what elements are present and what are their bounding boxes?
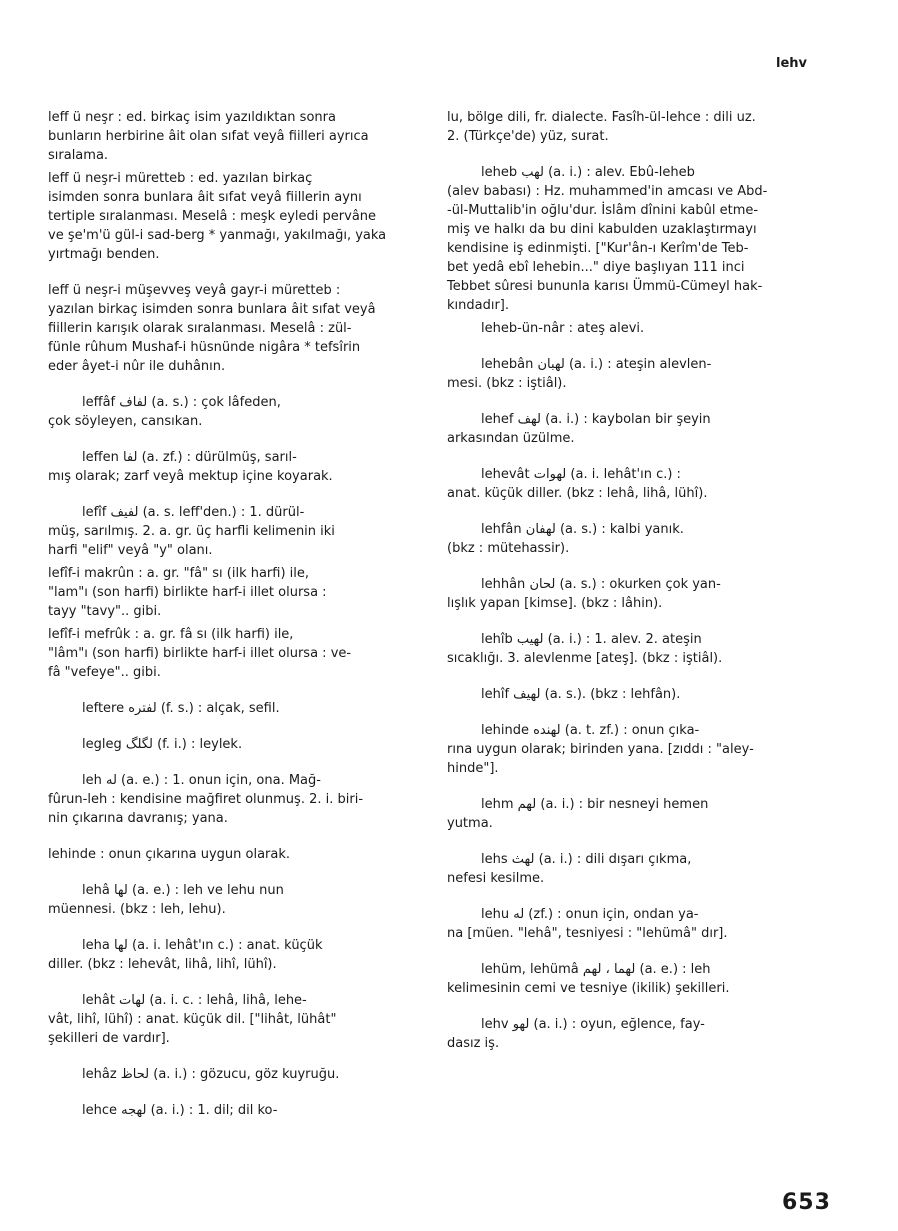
dictionary-entry [48, 1065, 422, 1084]
entry-line: lehce لهجه (a. i.) : 1. dil; dil ko- [82, 1103, 278, 1118]
entry-line: fâ "vefeye".. gibi. [48, 665, 161, 680]
dictionary-entry [447, 410, 825, 448]
entry-line: hinde"]. [447, 761, 499, 776]
entry-line: leff ü neşr-i müretteb : ed. yazılan birkaç [48, 171, 313, 186]
entry-line: lehâz لحاظ (a. i.) : gözucu, göz kuyruğu. [82, 1067, 340, 1082]
entry-line: nin çıkarına davranış; yana. [48, 811, 228, 826]
entry-line: bet yedâ ebî lehebin..." diye başlıyan 111 inci [447, 260, 745, 275]
entry-line: lehfân لهفان (a. s.) : kalbi yanık. [481, 522, 684, 537]
entry-line: lehv لهو (a. i.) : oyun, eğlence, fay- [481, 1017, 705, 1032]
dictionary-entry [48, 393, 422, 431]
entry-line: leha لها (a. i. lehât'ın c.) : anat. küçük [82, 938, 323, 953]
entry-line: rına uygun olarak; birinden yana. [zıddı : "aley- [447, 742, 754, 757]
entry-line: eder âyet-i nûr ile duhânın. [48, 359, 226, 374]
entry-line: lehevât لهوات (a. i. lehât'ın c.) : [481, 467, 681, 482]
dictionary-entry [48, 845, 422, 864]
entry-line: na [müen. "lehâ", tesniyesi : "lehümâ" dır]. [447, 926, 728, 941]
right-column [447, 108, 825, 1070]
entry-line: müş, sarılmış. 2. a. gr. üç harfli kelimenin iki [48, 524, 335, 539]
entry-line: leheb-ün-nâr : ateş alevi. [481, 321, 645, 336]
entry-line: dasız iş. [447, 1036, 500, 1051]
entry-line: lehs لهث (a. i.) : dili dışarı çıkma, [481, 852, 692, 867]
entry-line: lehm لهم (a. i.) : bir nesneyi hemen [481, 797, 709, 812]
dictionary-entry [48, 936, 422, 974]
dictionary-entry [48, 771, 422, 828]
entry-line: lehâ لها (a. e.) : leh ve lehu nun [82, 883, 284, 898]
entry-line: leff ü neşr : ed. birkaç isim yazıldıktan sonra [48, 110, 336, 125]
entry-line: lehhân لحان (a. s.) : okurken çok yan- [481, 577, 721, 592]
entry-line: yırtmağı benden. [48, 247, 160, 262]
entry-line: lehinde : onun çıkarına uygun olarak. [48, 847, 291, 862]
entry-line: müennesi. (bkz : leh, lehu). [48, 902, 226, 917]
entry-line: fûrun-leh : kendisine mağfiret olunmuş. 2. i. biri- [48, 792, 364, 807]
entry-line: sıcaklığı. 3. alevlenme [ateş]. (bkz : iştiâl). [447, 651, 723, 666]
dictionary-entry [48, 625, 422, 682]
entry-line: kendisine iş edinmişti. ["Kur'ân-ı Kerîm'de Teb- [447, 241, 749, 256]
dictionary-entry [447, 520, 825, 558]
entry-line: leheb لهب (a. i.) : alev. Ebû-leheb [481, 165, 695, 180]
entry-line: tayy "tavy".. gibi. [48, 604, 162, 619]
dictionary-entry [447, 319, 825, 338]
entry-line: anat. küçük diller. (bkz : lehâ, lihâ, lühî). [447, 486, 708, 501]
left-column [48, 108, 422, 1137]
entry-line: tertiple sıralanması. Meselâ : meşk eyledi pervâne [48, 209, 377, 224]
dictionary-entry [48, 108, 422, 165]
entry-line: sıralama. [48, 148, 109, 163]
entry-line: leh له (a. e.) : 1. onun için, ona. Mağ- [82, 773, 321, 788]
entry-line: çok söyleyen, cansıkan. [48, 414, 203, 429]
entry-line: 2. (Türkçe'de) yüz, surat. [447, 129, 609, 144]
dictionary-entry [48, 503, 422, 560]
dictionary-entry [447, 721, 825, 778]
dictionary-entry [447, 163, 825, 315]
entry-line: bunların herbirine âit olan sıfat veyâ fiilleri ayrıca [48, 129, 369, 144]
entry-line: isimden sonra bunlara âit sıfat veyâ fiillerin aynı [48, 190, 362, 205]
entry-line: lefîf-i makrûn : a. gr. "fâ" sı (ilk harfi) ile, [48, 566, 310, 581]
entry-line: kındadır]. [447, 298, 510, 313]
entry-line: lefîf لفيف (a. s. leff'den.) : 1. dürül- [82, 505, 305, 520]
entry-line: leff ü neşr-i müşevveş veyâ gayr-i müretteb : [48, 283, 341, 298]
entry-line: (alev babası) : Hz. muhammed'in amcası ve Abd- [447, 184, 768, 199]
dictionary-entry [447, 465, 825, 503]
entry-line: Tebbet sûresi bununla karısı Ümmü-Cümeyl hak- [447, 279, 763, 294]
dictionary-entry [447, 850, 825, 888]
entry-line: lehîb لهيب (a. i.) : 1. alev. 2. ateşin [481, 632, 702, 647]
dictionary-entry [48, 169, 422, 264]
entry-line: leffen لفا (a. zf.) : dürülmüş, sarıl- [82, 450, 297, 465]
dictionary-entry [447, 108, 825, 146]
entry-line: yutma. [447, 816, 493, 831]
entry-line: lehef لهف (a. i.) : kaybolan bir şeyin [481, 412, 711, 427]
dictionary-entry [447, 685, 825, 704]
entry-line: harfi "elif" veyâ "y" olanı. [48, 543, 213, 558]
dictionary-entry [48, 881, 422, 919]
entry-line: diller. (bkz : lehevât, lihâ, lihî, lühî). [48, 957, 277, 972]
entry-line: (bkz : mütehassir). [447, 541, 570, 556]
entry-line: "lam"ı (son harfi) birlikte harf-i illet olursa : [48, 585, 327, 600]
page-number: 653 [782, 1190, 831, 1215]
entry-line: fiillerin karışık olarak sıralanması. Meselâ : zül- [48, 321, 352, 336]
entry-line: vât, lihî, lühî) : anat. küçük dil. ["lihât, lühât" [48, 1012, 337, 1027]
entry-line: fünle rûhum Mushaf-i hüsnünde nigâra * tefsîrin [48, 340, 361, 355]
dictionary-entry [48, 564, 422, 621]
dictionary-entry [48, 1101, 422, 1120]
entry-line: lu, bölge dili, fr. dialecte. Fasîh-ül-lehce : dili uz. [447, 110, 756, 125]
dictionary-entry [447, 630, 825, 668]
entry-line: lehu له (zf.) : onun için, ondan ya- [481, 907, 699, 922]
entry-line: arkasından üzülme. [447, 431, 575, 446]
entry-line: yazılan birkaç isimden sonra bunlara âit sıfat veyâ [48, 302, 376, 317]
entry-line: lehîf لهيف (a. s.). (bkz : lehfân). [481, 687, 681, 702]
entry-line: şekilleri de vardır]. [48, 1031, 170, 1046]
entry-line: mesi. (bkz : iştiâl). [447, 376, 567, 391]
entry-line: lışlık yapan [kimse]. (bkz : lâhin). [447, 596, 663, 611]
dictionary-entry [447, 575, 825, 613]
entry-line: mış olarak; zarf veyâ mektup içine koyarak. [48, 469, 333, 484]
dictionary-entry [48, 281, 422, 376]
entry-line: leffâf لفاف (a. s.) : çok lâfeden, [82, 395, 281, 410]
entry-line: lehinde لهنده (a. t. zf.) : onun çıka- [481, 723, 700, 738]
dictionary-entry [447, 795, 825, 833]
entry-line: ve şe'm'ü gül-i sad-berg * yanmağı, yakılmağı, yaka [48, 228, 387, 243]
dictionary-entry [48, 735, 422, 754]
entry-line: miş ve halkı da bu dini kabulden uzaklaştırmayı [447, 222, 757, 237]
entry-line: "lâm"ı (son harfi) birlikte harf-i illet olursa : ve- [48, 646, 352, 661]
dictionary-entry [48, 699, 422, 718]
running-header: lehv [776, 56, 808, 71]
entry-line: kelimesinin cemi ve tesniye (ikilik) şekilleri. [447, 981, 730, 996]
dictionary-entry [48, 991, 422, 1048]
entry-line: legleg لگلگ (f. i.) : leylek. [82, 737, 243, 752]
entry-line: lefîf-i mefrûk : a. gr. fâ sı (ilk harfi) ile, [48, 627, 294, 642]
entry-line: lehât لهات (a. i. c. : lehâ, lihâ, lehe- [82, 993, 307, 1008]
entry-line: lehebân لهبان (a. i.) : ateşin alevlen- [481, 357, 712, 372]
dictionary-entry [447, 1015, 825, 1053]
entry-line: lehüm, lehümâ لهما ، لهم (a. e.) : leh [481, 962, 711, 977]
dictionary-entry [447, 355, 825, 393]
entry-line: leftere لفتره (f. s.) : alçak, sefil. [82, 701, 280, 716]
entry-line: -ül-Muttalib'in oğlu'dur. İslâm dînini kabûl etme- [447, 203, 759, 218]
entry-line: nefesi kesilme. [447, 871, 545, 886]
dictionary-entry [447, 905, 825, 943]
dictionary-entry [48, 448, 422, 486]
dictionary-entry [447, 960, 825, 998]
